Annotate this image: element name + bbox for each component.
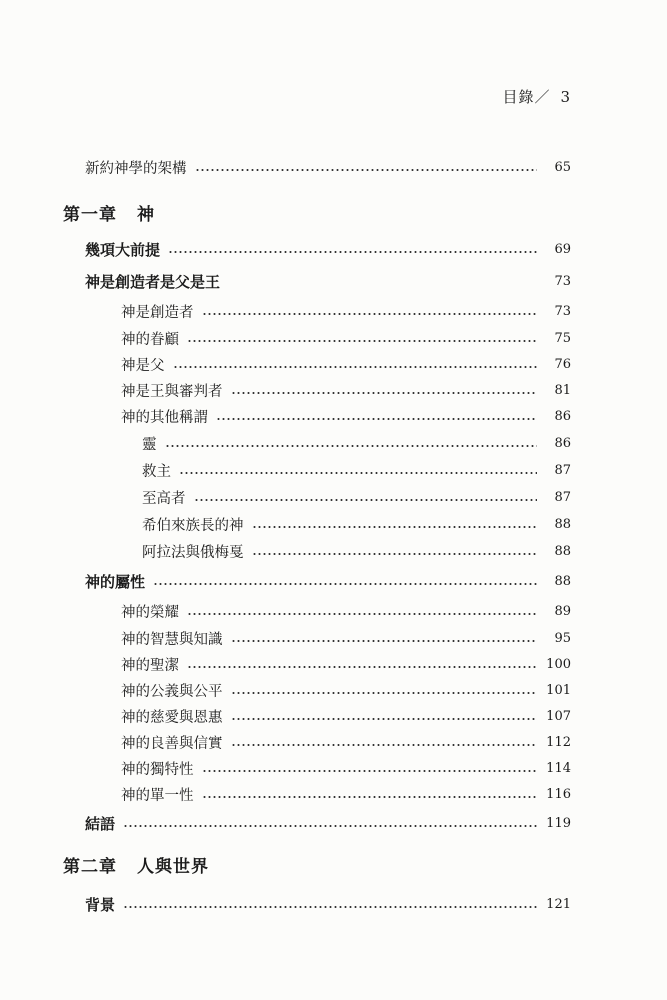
toc-entry-title: 神是王與審判者 bbox=[121, 383, 223, 400]
toc-entry-title: 神的榮耀 bbox=[121, 604, 179, 621]
toc-entry-page: 112 bbox=[546, 734, 571, 750]
toc-entry-page: 107 bbox=[546, 708, 571, 724]
toc-entry[interactable] bbox=[121, 757, 571, 779]
chapter-number: 第一章 bbox=[63, 205, 117, 225]
toc-section[interactable] bbox=[85, 270, 571, 292]
toc-entry-title: 神是父 bbox=[121, 357, 165, 374]
toc-entry[interactable] bbox=[121, 405, 571, 427]
toc-entry-page: 88 bbox=[554, 543, 571, 559]
toc-entry-page: 116 bbox=[546, 786, 571, 802]
toc-entry[interactable] bbox=[121, 783, 571, 805]
toc-entry-page: 75 bbox=[554, 330, 571, 346]
dot-leader bbox=[187, 659, 537, 669]
toc-entry[interactable] bbox=[121, 600, 571, 622]
dot-leader bbox=[231, 711, 538, 721]
chapter-heading[interactable] bbox=[63, 852, 209, 877]
toc-entry-title: 幾項大前提 bbox=[85, 240, 161, 259]
toc-entry-page: 87 bbox=[554, 489, 571, 505]
toc-section[interactable] bbox=[85, 238, 571, 260]
toc-entry-title: 神是創造者 bbox=[121, 304, 194, 321]
toc-entry-title: 神的單一性 bbox=[121, 787, 194, 804]
dot-leader bbox=[123, 818, 537, 828]
chapter-title: 人與世界 bbox=[137, 857, 209, 877]
toc-entry-title: 靈 bbox=[142, 436, 157, 453]
toc-entry-title: 背景 bbox=[85, 895, 116, 914]
running-head-page-number: 3 bbox=[560, 88, 571, 106]
dot-leader bbox=[168, 244, 537, 254]
toc-entry-page: 73 bbox=[554, 273, 571, 289]
toc-entry-title: 希伯來族長的神 bbox=[142, 517, 244, 534]
dot-leader bbox=[195, 162, 538, 172]
toc-entry-page: 86 bbox=[554, 408, 571, 424]
toc-entry[interactable] bbox=[121, 327, 571, 349]
toc-entry-page: 100 bbox=[546, 656, 571, 672]
toc-subentry[interactable] bbox=[142, 486, 571, 508]
dot-leader bbox=[252, 546, 538, 556]
toc-section[interactable] bbox=[85, 570, 571, 592]
toc-entry-title: 結語 bbox=[85, 814, 116, 833]
dot-leader bbox=[202, 789, 538, 799]
toc-entry[interactable] bbox=[121, 379, 571, 401]
toc-entry-page: 73 bbox=[554, 303, 571, 319]
toc-entry[interactable] bbox=[121, 300, 571, 322]
dot-leader bbox=[231, 737, 538, 747]
toc-entry-title: 神是創造者是父是王 bbox=[85, 272, 221, 291]
chapter-heading[interactable] bbox=[63, 200, 155, 225]
toc-entry-title: 新約神學的架構 bbox=[85, 160, 187, 177]
toc-entry-title: 神的聖潔 bbox=[121, 657, 179, 674]
toc-entry-page: 81 bbox=[554, 382, 571, 398]
dot-leader bbox=[231, 385, 538, 395]
toc-subentry[interactable] bbox=[142, 459, 571, 481]
toc-entry[interactable] bbox=[85, 156, 571, 178]
toc-entry-title: 阿拉法與俄梅戛 bbox=[142, 544, 244, 561]
toc-entry-title: 神的眷顧 bbox=[121, 331, 179, 348]
toc-entry-title: 救主 bbox=[142, 463, 171, 480]
toc-entry-page: 101 bbox=[546, 682, 571, 698]
dot-leader bbox=[179, 465, 537, 475]
toc-entry-page: 121 bbox=[546, 896, 571, 912]
chapter-title: 神 bbox=[137, 205, 155, 225]
toc-entry-page: 65 bbox=[554, 159, 571, 175]
toc-entry-title: 神的慈愛與恩惠 bbox=[121, 709, 223, 726]
toc-entry-page: 76 bbox=[554, 356, 571, 372]
toc-entry[interactable] bbox=[121, 731, 571, 753]
running-head bbox=[502, 86, 571, 107]
toc-entry-page: 69 bbox=[554, 241, 571, 257]
toc-entry-page: 114 bbox=[546, 760, 571, 776]
toc-entry-title: 神的智慧與知識 bbox=[121, 631, 223, 648]
toc-entry-title: 神的屬性 bbox=[85, 572, 146, 591]
toc-entry-page: 95 bbox=[554, 630, 571, 646]
toc-subentry[interactable] bbox=[142, 540, 571, 562]
toc-entry-title: 神的獨特性 bbox=[121, 761, 194, 778]
dot-leader bbox=[123, 899, 537, 909]
dot-leader bbox=[202, 763, 538, 773]
toc-entry-title: 神的良善與信實 bbox=[121, 735, 223, 752]
toc-entry-page: 87 bbox=[554, 462, 571, 478]
toc-subentry[interactable] bbox=[142, 513, 571, 535]
dot-leader bbox=[165, 438, 538, 448]
dot-leader bbox=[252, 519, 538, 529]
toc-entry[interactable] bbox=[121, 653, 571, 675]
toc-entry[interactable] bbox=[121, 679, 571, 701]
toc-entry-title: 神的公義與公平 bbox=[121, 683, 223, 700]
chapter-number: 第二章 bbox=[63, 857, 117, 877]
running-head-title: 目錄／ bbox=[502, 88, 551, 106]
toc-entry-page: 88 bbox=[554, 573, 571, 589]
dot-leader bbox=[187, 606, 537, 616]
toc-subentry[interactable] bbox=[142, 432, 571, 454]
toc-entry[interactable] bbox=[121, 353, 571, 375]
toc-entry-title: 神的其他稱謂 bbox=[121, 409, 208, 426]
dot-leader bbox=[216, 411, 537, 421]
toc-entry[interactable] bbox=[121, 705, 571, 727]
dot-leader bbox=[187, 333, 537, 343]
toc-section[interactable] bbox=[85, 893, 571, 915]
toc-entry-page: 119 bbox=[546, 815, 571, 831]
toc-entry-title: 至高者 bbox=[142, 490, 186, 507]
dot-leader bbox=[153, 576, 537, 586]
toc-entry-page: 88 bbox=[554, 516, 571, 532]
dot-leader bbox=[173, 359, 538, 369]
dot-leader bbox=[231, 633, 538, 643]
toc-entry-page: 86 bbox=[554, 435, 571, 451]
toc-section[interactable] bbox=[85, 812, 571, 834]
toc-entry[interactable] bbox=[121, 627, 571, 649]
dot-leader bbox=[231, 685, 538, 695]
dot-leader bbox=[194, 492, 538, 502]
dot-leader bbox=[202, 306, 538, 316]
toc-entry-page: 89 bbox=[554, 603, 571, 619]
